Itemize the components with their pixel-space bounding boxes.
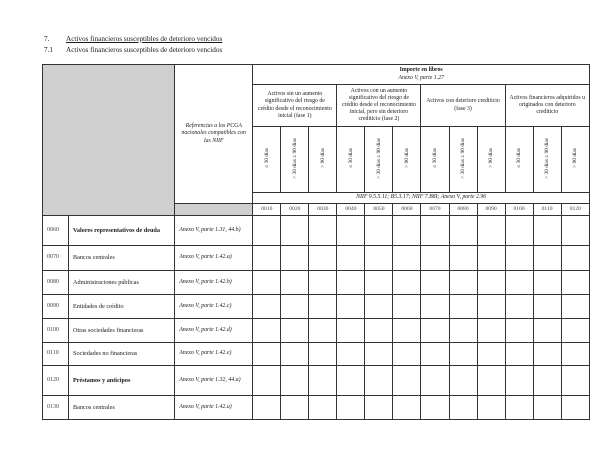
data-cell[interactable] [561,319,589,343]
phase-group-header: Activos con deterioro crediticio (fase 3) [421,85,505,127]
data-cell[interactable] [421,271,449,295]
data-cell[interactable] [477,246,505,271]
data-cell[interactable] [561,246,589,271]
phase-group-header: Activos financieros adquiridos u originados con deterioro crediticio [505,85,589,127]
data-cell[interactable] [561,271,589,295]
bucket-label: > 90 días [319,148,326,168]
data-cell[interactable] [421,366,449,396]
ref-row: NIIF 9.5.5.11; B5.3.17; NIIF 7.B8I; Anexo V, parte 2.96 [253,193,590,204]
data-cell[interactable] [533,366,561,396]
column-code: 0070 [421,204,449,216]
bucket-label: ≤ 30 días [431,148,438,168]
data-cell[interactable] [309,396,337,420]
corner-cell [43,65,175,216]
data-cell[interactable] [309,216,337,246]
ref-column-header: Referencias a los PCGA nacionales compatibles con las NIIF [175,65,253,204]
phase-group-header: Activos sin un aumento significativo del riesgo de crédito desde el reconocimiento inicial (fase 1) [253,85,337,127]
subsection-heading [44,46,222,54]
row-code: 0120 [43,366,69,396]
data-cell[interactable] [393,343,421,366]
bucket-label: > 90 días [403,148,410,168]
data-cell[interactable] [309,366,337,396]
row-code: 0130 [43,396,69,420]
data-cell[interactable] [505,271,533,295]
data-cell[interactable] [253,366,281,396]
data-cell[interactable] [477,343,505,366]
column-code: 0100 [505,204,533,216]
data-cell[interactable] [533,295,561,319]
row-code: 0090 [43,295,69,319]
data-cell[interactable] [281,295,309,319]
data-cell[interactable] [449,246,477,271]
data-cell[interactable] [365,295,393,319]
data-cell[interactable] [477,295,505,319]
data-cell[interactable] [449,366,477,396]
data-cell[interactable] [365,343,393,366]
phase-group-header: Activos con un aumento significativo del riesgo de crédito desde el reconocimiento inicial, pero sin deterioro crediticio (fase 2) [337,85,421,127]
bucket-label: > 30 días ≤ 90 días [291,137,298,179]
section-title: Activos financieros susceptibles de deterioro vencidos [66,35,223,43]
data-cell[interactable] [533,319,561,343]
data-cell[interactable] [421,396,449,420]
row-reference: Anexo V, parte 1.32, 44.a) [175,366,253,396]
data-cell[interactable] [337,246,365,271]
bucket-header [505,127,533,193]
bucket-label: > 90 días [572,148,579,168]
data-cell[interactable] [561,216,589,246]
data-cell[interactable] [561,366,589,396]
data-cell[interactable] [477,319,505,343]
data-cell[interactable] [253,246,281,271]
data-cell[interactable] [561,343,589,366]
column-code: 0110 [533,204,561,216]
bucket-header [449,127,477,193]
row-reference: Anexo V, parte 1.31, 44.b) [175,216,253,246]
data-cell[interactable] [281,319,309,343]
subsection-title: Activos financieros susceptibles de deterioro vencidos [66,46,223,54]
importe-title: Importe en libros [399,67,443,74]
data-cell[interactable] [309,343,337,366]
bucket-header [561,127,589,193]
data-cell[interactable] [253,295,281,319]
row-reference: Anexo V, parte 1.42.a) [175,396,253,420]
importe-ref: Anexo V, parte 1.27 [398,74,444,81]
data-cell[interactable] [281,216,309,246]
column-code: 0030 [309,204,337,216]
past-due-assets-table [42,64,590,420]
row-code: 0070 [43,246,69,271]
bucket-header [533,127,561,193]
data-cell[interactable] [337,295,365,319]
column-code: 0010 [253,204,281,216]
column-code: 0060 [393,204,421,216]
data-cell[interactable] [561,295,589,319]
data-cell[interactable] [421,343,449,366]
data-cell[interactable] [281,343,309,366]
column-code: 0120 [561,204,589,216]
data-cell[interactable] [421,319,449,343]
column-code: 0020 [281,204,309,216]
row-code: 0100 [43,319,69,343]
data-cell[interactable] [281,366,309,396]
data-cell[interactable] [337,319,365,343]
bucket-label: > 90 días [487,148,494,168]
data-cell[interactable] [337,271,365,295]
bucket-label: ≤ 30 días [347,148,354,168]
row-label: Préstamos y anticipos [69,366,175,396]
data-cell[interactable] [449,319,477,343]
data-cell[interactable] [421,295,449,319]
row-reference: Anexo V, parte 1.42.d) [175,319,253,343]
table-row [43,319,590,343]
data-cell[interactable] [505,295,533,319]
data-cell[interactable] [533,216,561,246]
bucket-label: ≤ 30 días [515,148,522,168]
table-row [43,396,590,420]
table-row [43,271,590,295]
bucket-header [365,127,393,193]
column-code: 0080 [449,204,477,216]
section-heading [44,35,222,43]
data-cell[interactable] [505,396,533,420]
data-cell[interactable] [337,216,365,246]
data-cell[interactable] [365,319,393,343]
code-row-spacer [175,204,253,216]
row-code: 0060 [43,216,69,246]
data-cell[interactable] [253,216,281,246]
data-cell[interactable] [393,295,421,319]
data-cell[interactable] [505,216,533,246]
data-cell[interactable] [365,396,393,420]
data-cell[interactable] [477,396,505,420]
data-cell[interactable] [365,216,393,246]
row-code: 0110 [43,343,69,366]
data-cell[interactable] [505,343,533,366]
data-cell[interactable] [281,271,309,295]
data-cell[interactable] [309,319,337,343]
data-cell[interactable] [449,295,477,319]
table-row [43,366,590,396]
bucket-header [253,127,281,193]
data-cell[interactable] [337,343,365,366]
data-cell[interactable] [477,271,505,295]
row-reference: Anexo V, parte 1.42.a) [175,246,253,271]
row-label: Sociedades no financieras [69,343,175,366]
bucket-header [421,127,449,193]
data-cell[interactable] [477,216,505,246]
data-cell[interactable] [449,396,477,420]
data-cell[interactable] [477,366,505,396]
data-cell[interactable] [393,396,421,420]
row-reference: Anexo V, parte 1.42.e) [175,343,253,366]
data-cell[interactable] [365,366,393,396]
data-cell[interactable] [393,216,421,246]
bucket-label: ≤ 30 días [263,148,270,168]
data-cell[interactable] [393,319,421,343]
data-cell[interactable] [533,246,561,271]
data-cell[interactable] [421,246,449,271]
data-cell[interactable] [337,396,365,420]
bucket-label: > 30 días ≤ 90 días [375,137,382,179]
column-code: 0090 [477,204,505,216]
row-reference: Anexo V, parte 1.42.b) [175,271,253,295]
data-cell[interactable] [281,246,309,271]
row-label: Administraciones públicas [69,271,175,295]
data-cell[interactable] [505,246,533,271]
data-cell[interactable] [365,271,393,295]
bucket-header [477,127,505,193]
data-cell[interactable] [393,246,421,271]
data-cell[interactable] [533,271,561,295]
data-cell[interactable] [337,366,365,396]
data-cell[interactable] [393,271,421,295]
data-cell[interactable] [533,343,561,366]
section-number: 7. [44,35,50,43]
row-label: Otras sociedades financieras [69,319,175,343]
bucket-label: > 30 días ≤ 90 días [459,137,466,179]
data-cell[interactable] [253,343,281,366]
row-label: Bancos centrales [69,246,175,271]
data-cell[interactable] [281,396,309,420]
data-cell[interactable] [421,216,449,246]
data-cell[interactable] [309,246,337,271]
data-cell[interactable] [449,216,477,246]
data-cell[interactable] [449,271,477,295]
column-code: 0050 [365,204,393,216]
table-row [43,216,590,246]
data-cell[interactable] [253,271,281,295]
data-cell[interactable] [309,271,337,295]
data-cell[interactable] [533,396,561,420]
data-cell[interactable] [253,396,281,420]
importe-header [253,65,590,85]
row-reference: Anexo V, parte 1.42.c) [175,295,253,319]
data-cell[interactable] [309,295,337,319]
data-cell[interactable] [393,366,421,396]
data-cell[interactable] [505,319,533,343]
row-label: Entidades de crédito [69,295,175,319]
subsection-number: 7.1 [44,46,53,54]
bucket-header [393,127,421,193]
row-code: 0080 [43,271,69,295]
table-row [43,246,590,271]
table-row [43,343,590,366]
data-cell[interactable] [449,343,477,366]
bucket-header [337,127,365,193]
bucket-header [281,127,309,193]
column-code: 0040 [337,204,365,216]
table-row [43,295,590,319]
data-cell[interactable] [561,396,589,420]
data-cell[interactable] [365,246,393,271]
bucket-label: > 30 días ≤ 90 días [543,137,550,179]
data-cell[interactable] [505,366,533,396]
row-label: Bancos centrales [69,396,175,420]
data-cell[interactable] [253,319,281,343]
row-label: Valores representativos de deuda [69,216,175,246]
bucket-header [309,127,337,193]
